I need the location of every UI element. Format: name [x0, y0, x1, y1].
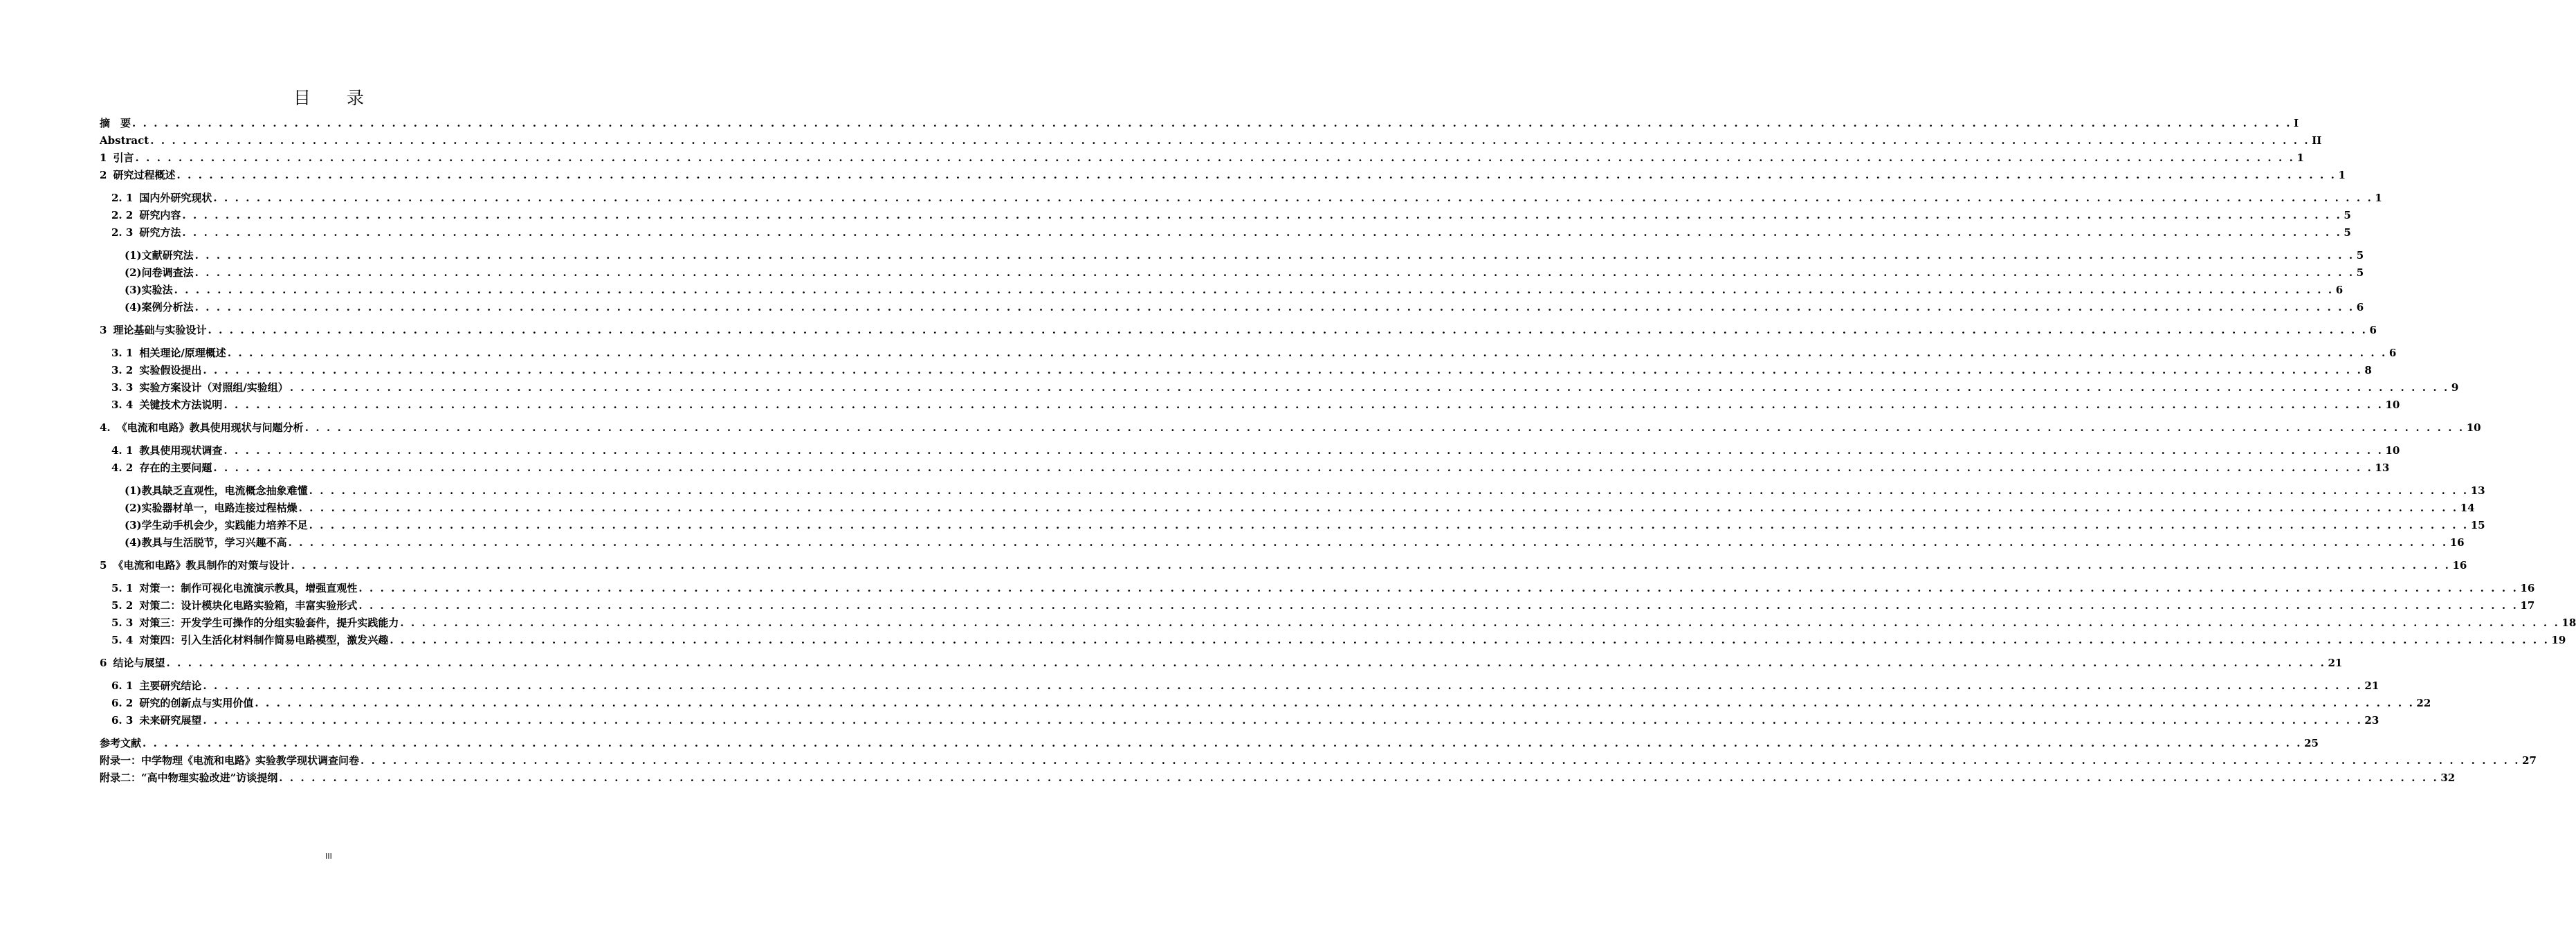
- toc-entry-page: 16: [2449, 536, 2465, 549]
- toc-entry-title: 理论基础与实验设计: [113, 324, 207, 336]
- toc-entry-title: 对策一：制作可视化电流演示教具，增强直观性: [139, 582, 358, 594]
- toc-leader-dots: . . . . . . . . . . . . . . . . . . . . . . . . . . . . . . . . . . . . . . . . . . . . . . . . . . . . . . . . . . . . . . . . . . . . . . . . . . . . . . . . . . . . . . . . . . . . . . . . . . . . . . . . . . . . . . . . . . . . . . . . . . . . . . . . . . . . . . . . . . . . . . . . . . . . . . . . . . . . . . . . . . . . . . . . . . . . . . . . . . . . . . . . . . . . . . . . . . . . . . . .: [223, 399, 2384, 411]
- toc-leader-dots: . . . . . . . . . . . . . . . . . . . . . . . . . . . . . . . . . . . . . . . . . . . . . . . . . . . . . . . . . . . . . . . . . . . . . . . . . . . . . . . . . . . . . . . . . . . . . . . . . . . . . . . . . . . . . . . . . . . . . . . . . . . . . . . . . . . . . . . . . . . . . . . . . . . . . . . . . . . . . . . . . . . . . . . . . . . . . . . . . . . . . . . . . . . . . . . . . . . . . . . .: [203, 680, 2363, 692]
- toc-entry-title: 主要研究结论: [139, 680, 202, 692]
- toc-leader-dots: . . . . . . . . . . . . . . . . . . . . . . . . . . . . . . . . . . . . . . . . . . . . . . . . . . . . . . . . . . . . . . . . . . . . . . . . . . . . . . . . . . . . . . . . . . . . . . . . . . . . . . . . . . . . . . . . . . . . . . . . . . . . . . . . . . . . . . . . . . . . . . . . . . . . . . . . . . . . . . . . . . . . . . . . . . . . . . . . . . . . . . . . . . . . . . . . . . . . . . . .: [288, 536, 2448, 549]
- toc-leader-dots: . . . . . . . . . . . . . . . . . . . . . . . . . . . . . . . . . . . . . . . . . . . . . . . . . . . . . . . . . . . . . . . . . . . . . . . . . . . . . . . . . . . . . . . . . . . . . . . . . . . . . . . . . . . . . . . . . . . . . . . . . . . . . . . . . . . . . . . . . . . . . . . . . . . . . . . . . . . . . . . . . . . . . . . . . . . . . . . . . . . . . . . . . . . . . . . . . . . . . . . .: [194, 266, 2355, 279]
- toc-entry-title: 《电流和电路》教具使用现状与问题分析: [116, 421, 304, 434]
- toc-entry-page: II: [2312, 134, 2322, 147]
- toc-leader-dots: . . . . . . . . . . . . . . . . . . . . . . . . . . . . . . . . . . . . . . . . . . . . . . . . . . . . . . . . . . . . . . . . . . . . . . . . . . . . . . . . . . . . . . . . . . . . . . . . . . . . . . . . . . . . . . . . . . . . . . . . . . . . . . . . . . . . . . . . . . . . . . . . . . . . . . . . . . . . . . . . . . . . . . . . . . . . . . . . . . . . . . . . . . . . . . . . . . . . . . . .: [182, 226, 2342, 239]
- toc-entry[interactable]: [100, 167, 2346, 184]
- toc-entry[interactable]: [100, 482, 2485, 500]
- toc-leader-dots: . . . . . . . . . . . . . . . . . . . . . . . . . . . . . . . . . . . . . . . . . . . . . . . . . . . . . . . . . . . . . . . . . . . . . . . . . . . . . . . . . . . . . . . . . . . . . . . . . . . . . . . . . . . . . . . . . . . . . . . . . . . . . . . . . . . . . . . . . . . . . . . . . . . . . . . . . . . . . . . . . . . . . . . . . . . . . . . . . . . . . . . . . . . . . . . . . . . . . . . .: [304, 421, 2465, 434]
- toc-entry-number: 5. 1: [111, 582, 134, 594]
- toc-leader-dots: . . . . . . . . . . . . . . . . . . . . . . . . . . . . . . . . . . . . . . . . . . . . . . . . . . . . . . . . . . . . . . . . . . . . . . . . . . . . . . . . . . . . . . . . . . . . . . . . . . . . . . . . . . . . . . . . . . . . . . . . . . . . . . . . . . . . . . . . . . . . . . . . . . . . . . . . . . . . . . . . . . . . . . . . . . . . . . . . . . . . . . . . . . . . . . . . . . . . . . . .: [358, 582, 2519, 594]
- toc-entry-number: 3. 2: [111, 364, 134, 376]
- toc-leader-dots: . . . . . . . . . . . . . . . . . . . . . . . . . . . . . . . . . . . . . . . . . . . . . . . . . . . . . . . . . . . . . . . . . . . . . . . . . . . . . . . . . . . . . . . . . . . . . . . . . . . . . . . . . . . . . . . . . . . . . . . . . . . . . . . . . . . . . . . . . . . . . . . . . . . . . . . . . . . . . . . . . . . . . . . . . . . . . . . . . . . . . . . . . . . . . . . . . . . . . . . .: [203, 364, 2363, 376]
- toc-leader-dots: . . . . . . . . . . . . . . . . . . . . . . . . . . . . . . . . . . . . . . . . . . . . . . . . . . . . . . . . . . . . . . . . . . . . . . . . . . . . . . . . . . . . . . . . . . . . . . . . . . . . . . . . . . . . . . . . . . . . . . . . . . . . . . . . . . . . . . . . . . . . . . . . . . . . . . . . . . . . . . . . . . . . . . . . . . . . . . . . . . . . . . . . . . . . . . . . . . . . . . . .: [194, 301, 2355, 313]
- toc-leader-dots: . . . . . . . . . . . . . . . . . . . . . . . . . . . . . . . . . . . . . . . . . . . . . . . . . . . . . . . . . . . . . . . . . . . . . . . . . . . . . . . . . . . . . . . . . . . . . . . . . . . . . . . . . . . . . . . . . . . . . . . . . . . . . . . . . . . . . . . . . . . . . . . . . . . . . . . . . . . . . . . . . . . . . . . . . . . . . . . . . . . . . . . . . . . . . . . . . . . . . . . .: [182, 209, 2342, 221]
- toc-entry-title: 附录二：“高中物理实验改进”访谈提纲: [100, 772, 278, 784]
- toc-entry-page: 21: [2364, 680, 2379, 692]
- toc-entry-title: (1)文献研究法: [125, 249, 194, 262]
- toc-entry-page: 10: [2466, 421, 2481, 434]
- toc-entry-page: 17: [2520, 599, 2535, 612]
- table-of-contents: [100, 115, 2576, 787]
- toc-leader-dots: . . . . . . . . . . . . . . . . . . . . . . . . . . . . . . . . . . . . . . . . . . . . . . . . . . . . . . . . . . . . . . . . . . . . . . . . . . . . . . . . . . . . . . . . . . . . . . . . . . . . . . . . . . . . . . . . . . . . . . . . . . . . . . . . . . . . . . . . . . . . . . . . . . . . . . . . . . . . . . . . . . . . . . . . . . . . . . . . . . . . . . . . . . . . . . . . . . . . . . . .: [400, 617, 2560, 629]
- toc-leader-dots: . . . . . . . . . . . . . . . . . . . . . . . . . . . . . . . . . . . . . . . . . . . . . . . . . . . . . . . . . . . . . . . . . . . . . . . . . . . . . . . . . . . . . . . . . . . . . . . . . . . . . . . . . . . . . . . . . . . . . . . . . . . . . . . . . . . . . . . . . . . . . . . . . . . . . . . . . . . . . . . . . . . . . . . . . . . . . . . . . . . . . . . . . . . . . . . . . . . . . . . .: [227, 347, 2387, 359]
- toc-entry-page: 8: [2364, 364, 2372, 376]
- toc-entry-page: 9: [2451, 381, 2459, 394]
- toc-entry[interactable]: [100, 149, 2304, 167]
- toc-entry[interactable]: [100, 299, 2364, 316]
- toc-entry-title: 未来研究展望: [139, 714, 202, 727]
- toc-entry-page: 25: [2304, 737, 2319, 749]
- toc-leader-dots: . . . . . . . . . . . . . . . . . . . . . . . . . . . . . . . . . . . . . . . . . . . . . . . . . . . . . . . . . . . . . . . . . . . . . . . . . . . . . . . . . . . . . . . . . . . . . . . . . . . . . . . . . . . . . . . . . . . . . . . . . . . . . . . . . . . . . . . . . . . . . . . . . . . . . . . . . . . . . . . . . . . . . . . . . . . . . . . . . . . . . . . . . . . . . . . . . . . . . . . .: [309, 484, 2469, 497]
- toc-entry-title: 引言: [113, 152, 134, 164]
- toc-entry-number: 5: [100, 559, 107, 572]
- toc-entry[interactable]: [100, 769, 2456, 787]
- toc-leader-dots: . . . . . . . . . . . . . . . . . . . . . . . . . . . . . . . . . . . . . . . . . . . . . . . . . . . . . . . . . . . . . . . . . . . . . . . . . . . . . . . . . . . . . . . . . . . . . . . . . . . . . . . . . . . . . . . . . . . . . . . . . . . . . . . . . . . . . . . . . . . . . . . . . . . . . . . . . . . . . . . . . . . . . . . . . . . . . . . . . . . . . . . . . . . . . . . . . . . . . . . .: [291, 559, 2451, 572]
- toc-leader-dots: . . . . . . . . . . . . . . . . . . . . . . . . . . . . . . . . . . . . . . . . . . . . . . . . . . . . . . . . . . . . . . . . . . . . . . . . . . . . . . . . . . . . . . . . . . . . . . . . . . . . . . . . . . . . . . . . . . . . . . . . . . . . . . . . . . . . . . . . . . . . . . . . . . . . . . . . . . . . . . . . . . . . . . . . . . . . . . . . . . . . . . . . . . . . . . . . . . . . . . . .: [143, 737, 2303, 749]
- toc-entry[interactable]: [100, 695, 2431, 712]
- toc-leader-dots: . . . . . . . . . . . . . . . . . . . . . . . . . . . . . . . . . . . . . . . . . . . . . . . . . . . . . . . . . . . . . . . . . . . . . . . . . . . . . . . . . . . . . . . . . . . . . . . . . . . . . . . . . . . . . . . . . . . . . . . . . . . . . . . . . . . . . . . . . . . . . . . . . . . . . . . . . . . . . . . . . . . . . . . . . . . . . . . . . . . . . . . . . . . . . . . . . . . . . . . .: [309, 519, 2469, 531]
- toc-entry-title: 研究内容: [139, 209, 181, 221]
- toc-entry[interactable]: [100, 632, 2566, 649]
- toc-entry-number: 3. 4: [111, 399, 134, 411]
- toc-entry-page: I: [2294, 117, 2299, 129]
- toc-entry[interactable]: [100, 207, 2351, 224]
- toc-entry-number: 6. 2: [111, 697, 134, 709]
- toc-leader-dots: . . . . . . . . . . . . . . . . . . . . . . . . . . . . . . . . . . . . . . . . . . . . . . . . . . . . . . . . . . . . . . . . . . . . . . . . . . . . . . . . . . . . . . . . . . . . . . . . . . . . . . . . . . . . . . . . . . . . . . . . . . . . . . . . . . . . . . . . . . . . . . . . . . . . . . . . . . . . . . . . . . . . . . . . . . . . . . . . . . . . . . . . . . . . . . . . . . . . . . . .: [166, 657, 2326, 669]
- toc-entry-title: (2)实验器材单一，电路连接过程枯燥: [125, 502, 298, 514]
- toc-entry-title: (3)实验法: [125, 284, 173, 296]
- toc-entry-title: (4)教具与生活脱节，学习兴趣不高: [125, 536, 287, 549]
- toc-entry[interactable]: [100, 115, 2299, 132]
- toc-entry-title: 实验假设提出: [139, 364, 202, 376]
- toc-entry-title: 研究过程概述: [113, 169, 176, 181]
- toc-leader-dots: . . . . . . . . . . . . . . . . . . . . . . . . . . . . . . . . . . . . . . . . . . . . . . . . . . . . . . . . . . . . . . . . . . . . . . . . . . . . . . . . . . . . . . . . . . . . . . . . . . . . . . . . . . . . . . . . . . . . . . . . . . . . . . . . . . . . . . . . . . . . . . . . . . . . . . . . . . . . . . . . . . . . . . . . . . . . . . . . . . . . . . . . . . . . . . . . . . . . . . . .: [358, 599, 2519, 612]
- toc-entry-page: 13: [2470, 484, 2485, 497]
- toc-entry-page: 5: [2356, 249, 2364, 262]
- toc-leader-dots: . . . . . . . . . . . . . . . . . . . . . . . . . . . . . . . . . . . . . . . . . . . . . . . . . . . . . . . . . . . . . . . . . . . . . . . . . . . . . . . . . . . . . . . . . . . . . . . . . . . . . . . . . . . . . . . . . . . . . . . . . . . . . . . . . . . . . . . . . . . . . . . . . . . . . . . . . . . . . . . . . . . . . . . . . . . . . . . . . . . . . . . . . . . . . . . . . . . . . . . .: [203, 714, 2363, 727]
- toc-entry-page: 6: [2388, 347, 2397, 359]
- toc-entry-page: 21: [2328, 657, 2343, 669]
- toc-entry-page: 23: [2364, 714, 2379, 727]
- toc-entry-number: 5. 2: [111, 599, 134, 612]
- toc-entry[interactable]: [100, 379, 2459, 396]
- toc-entry-number: 5. 4: [111, 634, 134, 646]
- toc-entry[interactable]: [100, 557, 2467, 574]
- toc-entry-page: 32: [2440, 772, 2456, 784]
- toc-entry-title: 摘 要: [100, 117, 131, 129]
- toc-entry-page: 13: [2375, 462, 2390, 474]
- toc-entry-title: 对策三：开发学生可操作的分组实验套件，提升实践能力: [139, 617, 399, 629]
- toc-entry[interactable]: [100, 655, 2343, 672]
- toc-leader-dots: . . . . . . . . . . . . . . . . . . . . . . . . . . . . . . . . . . . . . . . . . . . . . . . . . . . . . . . . . . . . . . . . . . . . . . . . . . . . . . . . . . . . . . . . . . . . . . . . . . . . . . . . . . . . . . . . . . . . . . . . . . . . . . . . . . . . . . . . . . . . . . . . . . . . . . . . . . . . . . . . . . . . . . . . . . . . . . . . . . . . . . . . . . . . . . . . . . . . . . . .: [298, 502, 2458, 514]
- toc-entry-title: 对策二：设计模块化电路实验箱，丰富实验形式: [139, 599, 358, 612]
- toc-entry[interactable]: [100, 362, 2372, 379]
- toc-leader-dots: . . . . . . . . . . . . . . . . . . . . . . . . . . . . . . . . . . . . . . . . . . . . . . . . . . . . . . . . . . . . . . . . . . . . . . . . . . . . . . . . . . . . . . . . . . . . . . . . . . . . . . . . . . . . . . . . . . . . . . . . . . . . . . . . . . . . . . . . . . . . . . . . . . . . . . . . . . . . . . . . . . . . . . . . . . . . . . . . . . . . . . . . . . . . . . . . . . . . . . . .: [289, 381, 2449, 394]
- toc-leader-dots: . . . . . . . . . . . . . . . . . . . . . . . . . . . . . . . . . . . . . . . . . . . . . . . . . . . . . . . . . . . . . . . . . . . . . . . . . . . . . . . . . . . . . . . . . . . . . . . . . . . . . . . . . . . . . . . . . . . . . . . . . . . . . . . . . . . . . . . . . . . . . . . . . . . . . . . . . . . . . . . . . . . . . . . . . . . . . . . . . . . . . . . . . . . . . . . . . . . . . . . .: [132, 117, 2292, 129]
- toc-entry[interactable]: [100, 500, 2475, 517]
- toc-entry[interactable]: [100, 132, 2322, 149]
- toc-entry[interactable]: [100, 459, 2390, 477]
- toc-leader-dots: . . . . . . . . . . . . . . . . . . . . . . . . . . . . . . . . . . . . . . . . . . . . . . . . . . . . . . . . . . . . . . . . . . . . . . . . . . . . . . . . . . . . . . . . . . . . . . . . . . . . . . . . . . . . . . . . . . . . . . . . . . . . . . . . . . . . . . . . . . . . . . . . . . . . . . . . . . . . . . . . . . . . . . . . . . . . . . . . . . . . . . . . . . . . . . . . . . . . . . . .: [279, 772, 2439, 784]
- toc-entry-title: 研究方法: [139, 226, 181, 239]
- toc-entry-page: 1: [2338, 169, 2346, 181]
- toc-entry-number: 4.: [100, 421, 111, 434]
- toc-leader-dots: . . . . . . . . . . . . . . . . . . . . . . . . . . . . . . . . . . . . . . . . . . . . . . . . . . . . . . . . . . . . . . . . . . . . . . . . . . . . . . . . . . . . . . . . . . . . . . . . . . . . . . . . . . . . . . . . . . . . . . . . . . . . . . . . . . . . . . . . . . . . . . . . . . . . . . . . . . . . . . . . . . . . . . . . . . . . . . . . . . . . . . . . . . . . . . . . . . . . . . . .: [174, 284, 2334, 296]
- toc-leader-dots: . . . . . . . . . . . . . . . . . . . . . . . . . . . . . . . . . . . . . . . . . . . . . . . . . . . . . . . . . . . . . . . . . . . . . . . . . . . . . . . . . . . . . . . . . . . . . . . . . . . . . . . . . . . . . . . . . . . . . . . . . . . . . . . . . . . . . . . . . . . . . . . . . . . . . . . . . . . . . . . . . . . . . . . . . . . . . . . . . . . . . . . . . . . . . . . . . . . . . . . .: [213, 192, 2373, 204]
- toc-entry-number: 2. 3: [111, 226, 134, 239]
- toc-entry[interactable]: [100, 322, 2377, 339]
- toc-entry-title: 实验方案设计（对照组/实验组）: [139, 381, 289, 394]
- toc-entry-page: 6: [2356, 301, 2364, 313]
- toc-entry[interactable]: [100, 580, 2535, 597]
- toc-entry-page: 19: [2551, 634, 2566, 646]
- toc-entry-number: 2. 1: [111, 192, 134, 204]
- toc-entry-title: (1)教具缺乏直观性，电流概念抽象难懂: [125, 484, 308, 497]
- toc-entry-page: 6: [2335, 284, 2344, 296]
- toc-entry[interactable]: [100, 190, 2382, 207]
- toc-entry-title: 研究的创新点与实用价值: [139, 697, 254, 709]
- toc-entry-page: 5: [2356, 266, 2364, 279]
- toc-leader-dots: . . . . . . . . . . . . . . . . . . . . . . . . . . . . . . . . . . . . . . . . . . . . . . . . . . . . . . . . . . . . . . . . . . . . . . . . . . . . . . . . . . . . . . . . . . . . . . . . . . . . . . . . . . . . . . . . . . . . . . . . . . . . . . . . . . . . . . . . . . . . . . . . . . . . . . . . . . . . . . . . . . . . . . . . . . . . . . . . . . . . . . . . . . . . . . . . . . . . . . . .: [223, 444, 2384, 457]
- toc-entry-title: Abstract: [100, 134, 149, 147]
- toc-entry-title: 结论与展望: [113, 657, 165, 669]
- toc-entry-title: (3)学生动手机会少，实践能力培养不足: [125, 519, 308, 531]
- toc-entry-number: 6. 3: [111, 714, 134, 727]
- toc-entry-page: 6: [2369, 324, 2377, 336]
- toc-entry[interactable]: [100, 614, 2576, 632]
- toc-entry-title: 参考文献: [100, 737, 142, 749]
- toc-entry-page: 16: [2452, 559, 2467, 572]
- page-number: III: [325, 852, 332, 861]
- toc-entry-page: 10: [2385, 399, 2400, 411]
- toc-entry-title: 国内外研究现状: [139, 192, 212, 204]
- toc-entry-number: 6. 1: [111, 680, 134, 692]
- toc-entry-title: 存在的主要问题: [139, 462, 212, 474]
- toc-leader-dots: . . . . . . . . . . . . . . . . . . . . . . . . . . . . . . . . . . . . . . . . . . . . . . . . . . . . . . . . . . . . . . . . . . . . . . . . . . . . . . . . . . . . . . . . . . . . . . . . . . . . . . . . . . . . . . . . . . . . . . . . . . . . . . . . . . . . . . . . . . . . . . . . . . . . . . . . . . . . . . . . . . . . . . . . . . . . . . . . . . . . . . . . . . . . . . . . . . . . . . . .: [135, 152, 2295, 164]
- toc-entry-number: 3. 1: [111, 347, 134, 359]
- toc-entry[interactable]: [100, 419, 2481, 437]
- toc-leader-dots: . . . . . . . . . . . . . . . . . . . . . . . . . . . . . . . . . . . . . . . . . . . . . . . . . . . . . . . . . . . . . . . . . . . . . . . . . . . . . . . . . . . . . . . . . . . . . . . . . . . . . . . . . . . . . . . . . . . . . . . . . . . . . . . . . . . . . . . . . . . . . . . . . . . . . . . . . . . . . . . . . . . . . . . . . . . . . . . . . . . . . . . . . . . . . . . . . . . . . . . .: [255, 697, 2415, 709]
- toc-entry-title: 《电流和电路》教具制作的对策与设计: [113, 559, 290, 572]
- toc-entry-page: 18: [2561, 617, 2576, 629]
- toc-entry-title: (4)案例分析法: [125, 301, 194, 313]
- toc-entry-number: 6: [100, 657, 107, 669]
- toc-entry-number: 4. 1: [111, 444, 134, 457]
- toc-entry[interactable]: [100, 677, 2379, 695]
- toc-leader-dots: . . . . . . . . . . . . . . . . . . . . . . . . . . . . . . . . . . . . . . . . . . . . . . . . . . . . . . . . . . . . . . . . . . . . . . . . . . . . . . . . . . . . . . . . . . . . . . . . . . . . . . . . . . . . . . . . . . . . . . . . . . . . . . . . . . . . . . . . . . . . . . . . . . . . . . . . . . . . . . . . . . . . . . . . . . . . . . . . . . . . . . . . . . . . . . . . . . . . . . . .: [150, 134, 2310, 147]
- toc-entry-number: 5. 3: [111, 617, 134, 629]
- toc-entry[interactable]: [100, 735, 2319, 752]
- toc-entry-page: 1: [2375, 192, 2382, 204]
- toc-entry-title: (2)问卷调查法: [125, 266, 194, 279]
- toc-entry-number: 4. 2: [111, 462, 134, 474]
- toc-entry[interactable]: [100, 597, 2535, 614]
- toc-entry[interactable]: [100, 517, 2485, 534]
- toc-entry[interactable]: [100, 752, 2537, 769]
- toc-entry-page: 22: [2416, 697, 2431, 709]
- toc-entry-page: 10: [2385, 444, 2400, 457]
- toc-entry-number: 2. 2: [111, 209, 134, 221]
- toc-entry-page: 5: [2344, 226, 2351, 239]
- toc-entry[interactable]: [100, 396, 2400, 414]
- toc-entry-title: 相关理论/原理概述: [139, 347, 226, 359]
- toc-entry-page: 5: [2344, 209, 2351, 221]
- toc-leader-dots: . . . . . . . . . . . . . . . . . . . . . . . . . . . . . . . . . . . . . . . . . . . . . . . . . . . . . . . . . . . . . . . . . . . . . . . . . . . . . . . . . . . . . . . . . . . . . . . . . . . . . . . . . . . . . . . . . . . . . . . . . . . . . . . . . . . . . . . . . . . . . . . . . . . . . . . . . . . . . . . . . . . . . . . . . . . . . . . . . . . . . . . . . . . . . . . . . . . . . . . .: [176, 169, 2337, 181]
- toc-entry[interactable]: [100, 224, 2351, 241]
- toc-entry[interactable]: [100, 247, 2364, 264]
- toc-leader-dots: . . . . . . . . . . . . . . . . . . . . . . . . . . . . . . . . . . . . . . . . . . . . . . . . . . . . . . . . . . . . . . . . . . . . . . . . . . . . . . . . . . . . . . . . . . . . . . . . . . . . . . . . . . . . . . . . . . . . . . . . . . . . . . . . . . . . . . . . . . . . . . . . . . . . . . . . . . . . . . . . . . . . . . . . . . . . . . . . . . . . . . . . . . . . . . . . . . . . . . . .: [390, 634, 2550, 646]
- toc-entry-page: 27: [2522, 754, 2537, 767]
- toc-entry-title: 附录一：中学物理《电流和电路》实验教学现状调查问卷: [100, 754, 360, 767]
- page-title: 目 录: [293, 88, 379, 108]
- toc-entry[interactable]: [100, 282, 2344, 299]
- toc-entry[interactable]: [100, 712, 2379, 729]
- toc-entry-title: 教具使用现状调查: [139, 444, 223, 457]
- toc-leader-dots: . . . . . . . . . . . . . . . . . . . . . . . . . . . . . . . . . . . . . . . . . . . . . . . . . . . . . . . . . . . . . . . . . . . . . . . . . . . . . . . . . . . . . . . . . . . . . . . . . . . . . . . . . . . . . . . . . . . . . . . . . . . . . . . . . . . . . . . . . . . . . . . . . . . . . . . . . . . . . . . . . . . . . . . . . . . . . . . . . . . . . . . . . . . . . . . . . . . . . . . .: [360, 754, 2521, 767]
- toc-entry[interactable]: [100, 345, 2397, 362]
- toc-entry[interactable]: [100, 264, 2364, 282]
- toc-entry-number: 3: [100, 324, 107, 336]
- toc-entry[interactable]: [100, 534, 2465, 551]
- toc-entry-number: 1: [100, 152, 107, 164]
- toc-leader-dots: . . . . . . . . . . . . . . . . . . . . . . . . . . . . . . . . . . . . . . . . . . . . . . . . . . . . . . . . . . . . . . . . . . . . . . . . . . . . . . . . . . . . . . . . . . . . . . . . . . . . . . . . . . . . . . . . . . . . . . . . . . . . . . . . . . . . . . . . . . . . . . . . . . . . . . . . . . . . . . . . . . . . . . . . . . . . . . . . . . . . . . . . . . . . . . . . . . . . . . . .: [194, 249, 2355, 262]
- toc-entry-page: 16: [2520, 582, 2535, 594]
- toc-entry-number: 2: [100, 169, 107, 181]
- toc-entry-page: 1: [2296, 152, 2304, 164]
- toc-entry-title: 关键技术方法说明: [139, 399, 223, 411]
- toc-entry-title: 对策四：引入生活化材料制作简易电路模型，激发兴趣: [139, 634, 389, 646]
- toc-leader-dots: . . . . . . . . . . . . . . . . . . . . . . . . . . . . . . . . . . . . . . . . . . . . . . . . . . . . . . . . . . . . . . . . . . . . . . . . . . . . . . . . . . . . . . . . . . . . . . . . . . . . . . . . . . . . . . . . . . . . . . . . . . . . . . . . . . . . . . . . . . . . . . . . . . . . . . . . . . . . . . . . . . . . . . . . . . . . . . . . . . . . . . . . . . . . . . . . . . . . . . . .: [213, 462, 2373, 474]
- toc-entry-number: 3. 3: [111, 381, 134, 394]
- toc-entry-page: 15: [2470, 519, 2485, 531]
- toc-entry[interactable]: [100, 442, 2400, 459]
- toc-leader-dots: . . . . . . . . . . . . . . . . . . . . . . . . . . . . . . . . . . . . . . . . . . . . . . . . . . . . . . . . . . . . . . . . . . . . . . . . . . . . . . . . . . . . . . . . . . . . . . . . . . . . . . . . . . . . . . . . . . . . . . . . . . . . . . . . . . . . . . . . . . . . . . . . . . . . . . . . . . . . . . . . . . . . . . . . . . . . . . . . . . . . . . . . . . . . . . . . . . . . . . . .: [208, 324, 2368, 336]
- toc-entry-page: 14: [2460, 502, 2475, 514]
